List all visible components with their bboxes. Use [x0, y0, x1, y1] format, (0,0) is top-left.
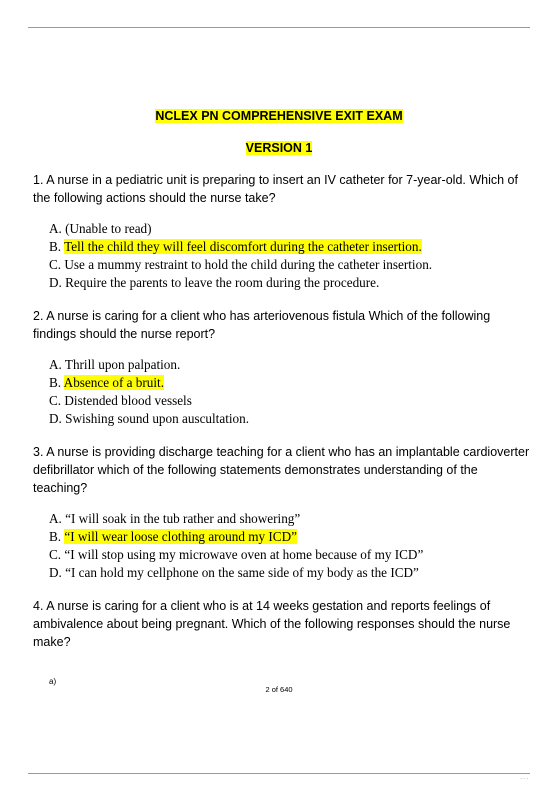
- answer-highlight: “I will wear loose clothing around my ICD”: [64, 529, 297, 544]
- page-number: 2 of 640: [265, 685, 293, 694]
- corner-mark: · · ·: [520, 776, 528, 782]
- option-2c[interactable]: C. Distended blood vessels: [49, 393, 192, 408]
- question-2: 2. A nurse is caring for a client who has arteriovenous fistula Which of the following findings should the nurse report?: [33, 309, 491, 341]
- option-2a[interactable]: A. Thrill upon palpation.: [49, 357, 181, 372]
- option-3c[interactable]: C. “I will stop using my microwave oven at home because of my ICD”: [49, 547, 424, 562]
- top-rule: [28, 27, 530, 28]
- question-1: 1. A nurse in a pediatric unit is preparing to insert an IV catheter for 7-year-old. Which of the following actions should the nurse take?: [33, 173, 518, 205]
- question-4: 4. A nurse is caring for a client who is at 14 weeks gestation and reports feelings of ambivalence about being pregnant. Which of the following responses should the nurse make?: [33, 599, 511, 649]
- answer-highlight: Absence of a bruit.: [63, 375, 165, 390]
- option-2b[interactable]: B. Absence of a bruit.: [49, 375, 165, 390]
- bottom-rule: [28, 773, 530, 774]
- option-3a[interactable]: A. “I will soak in the tub rather and showering”: [49, 511, 301, 526]
- option-3d[interactable]: D. “I can hold my cellphone on the same side of my body as the ICD”: [49, 565, 419, 580]
- question-3-options: [49, 510, 539, 582]
- option-3b[interactable]: B. “I will wear loose clothing around my ICD”: [49, 529, 297, 544]
- exam-version: VERSION 1: [245, 141, 313, 155]
- option-1a[interactable]: A. (Unable to read): [49, 221, 152, 236]
- question-3: 3. A nurse is providing discharge teaching for a client who has an implantable cardioverter defibrillator which of the following statements demonstrates understanding of the teaching?: [33, 445, 530, 495]
- question-1-options: [49, 220, 539, 292]
- option-1d[interactable]: D. Require the parents to leave the room during the procedure.: [49, 275, 380, 290]
- option-1c[interactable]: C. Use a mummy restraint to hold the child during the catheter insertion.: [49, 257, 433, 272]
- exam-title: NCLEX PN COMPREHENSIVE EXIT EXAM: [155, 109, 403, 123]
- option-2d[interactable]: D. Swishing sound upon auscultation.: [49, 411, 250, 426]
- answer-highlight: Tell the child they will feel discomfort during the catheter insertion.: [64, 239, 422, 254]
- option-1b[interactable]: B. Tell the child they will feel discomfort during the catheter insertion.: [49, 239, 422, 254]
- question-2-options: [49, 356, 539, 428]
- question-4-sub-label: a): [49, 677, 57, 686]
